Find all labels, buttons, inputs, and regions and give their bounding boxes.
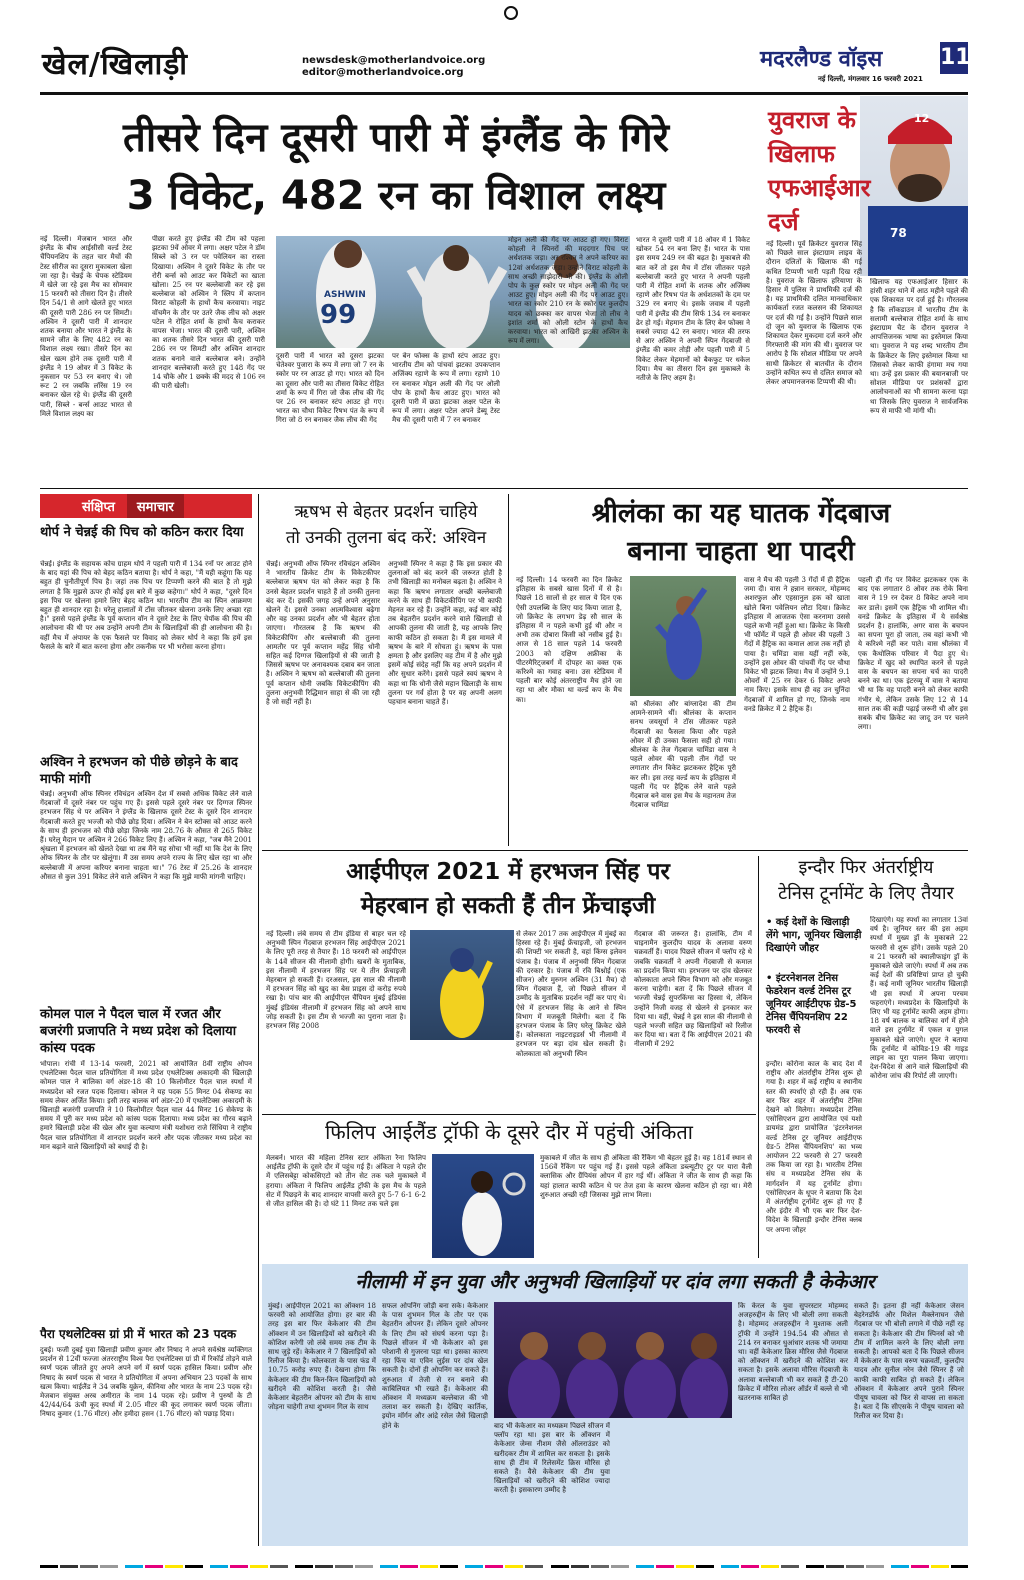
ipl-col-1b bbox=[410, 1044, 514, 1110]
lead-col-4: पर बेन फोक्स के हाथों स्टंप आउट हुए। भारतीय टीम को पांचवां झटका उपकप्तान अजिंक्य रहाणे के रूप में लगा। रहाणे 10 रन बनाकर मोइन अली की गेंद पर ओली पोप के हाथों कैच आउट हुए। भारत को दूसरी पारी में छठा झटका अक्षर पटेल के रूप में लगा। अक्षर पटेल अपने डेब्यू टेस्ट मैच की दूसरी पारी में 7 रन बनाकर bbox=[392, 352, 500, 425]
rishabh-headline-1: ऋषभ से बेहतर प्रदर्शन चाहिये bbox=[294, 502, 478, 522]
kkr-col-2: सफल ओपनिंग जोड़ी बना सके। केकेआर के पास शुभमन गिल के तौर पर एक बेहतरीन ओपनर हैं। लेकिन दूसरे ओपनर के लिए टीम को संघर्ष करना पड़ा है। पिछले सीजन में भी केकेआर को इस परेशानी से गुजरना पड़ा था। इसका कारण रहा फिंच या एविन लुईस पर दांव खेल सकती है। दोनों ही ओपनिंग कर सकते हैं। शुरुआत में तेजी से रन बनाने की काबिलियत भी रखते हैं। केकेआर की ऑक्शन में मध्यक्रम बल्लेबाज की भी तलाश कर सकती है। देखिए कार्तिक, इयोन मॉर्गन और आंद्रे रसेल जैसे खिलाड़ी होने के bbox=[382, 1302, 488, 1430]
lead-col-2: पीछा करते हुए इंग्लैंड की टीम को पहला झटका 9वें ओवर में लगा। अक्षर पटेल ने डॉम सिब्ले को 3 रन पर पवेलियन का रास्ता दिखाया। अश्विन ने दूसरे विकेट के तौर पर रोरी बर्न्स को आउट कर विकेटों का खाता खोला। 25 रन पर बल्लेबाजी कर रहे इस बल्लेबाज को अश्विन ने स्लिप में कप्तान विराट कोहली के हाथों कैच करवाया। नाइट वॉचमैन के तौर पर उतरे जैक लीच को अक्षर पटेल ने रोहित शर्मा के हाथों कैच कराकर वापस भेजा। भारत की दूसरी पारी, अश्विन का शतक तीसरे दिन भारत की दूसरी पारी 286 रन पर सिमटी और अश्विन शानदार शतक बनाने वाले बल्लेबाज बने। उन्होंने शानदार बल्लेबाजी करते हुए 148 गेंद पर 14 चौके और 1 छक्के की मदद से 106 रन की पारी खेली। bbox=[152, 235, 265, 391]
brief-2-body: चेन्नई। अनुभवी ऑफ स्पिनर रविचंद्रन अश्विन देश में सबसे अधिक विकेट लेने वाले गेंदबाजों में दूसरे नंबर पर पहुंच गए हैं। इससे पहले दूसरे नंबर पर दिग्गज स्पिनर हरभजन सिंह थे पर अश्विन ने इंग्लैंड के खिलाफ दूसरे टेस्ट के दूसरे दिन शानदार गेंदबाजी करते हुए भज्जी को पीछे छोड़ दिया। अश्विन ने बेन स्टोक्स को आउट करने के साथ ही हरभजन को पीछे छोड़ा जिनके नाम 28.76 के औसत से 265 विकेट हैं। घरेलू मैदान पर अश्विन ने 266 विकेट लिए हैं। अश्विन ने कहा, "जब मैंने 2001 श्रृंखला में हरभजन को खेलते देखा था तब मैंने यह सोचा भी नहीं था कि देश के लिए ऑफ स्पिनर के तौर पर खेलूंगा। मैं उस समय अपने राज्य के लिए खेल रहा था और बल्लेबाजी में अपना करियर बनाना चाहता था।" 76 टेस्ट में 25.26 के शानदार औसत से कुल 391 विकेट लेने वाले अश्विन ने कहा कि मुझे माफी मांगनी चाहिए। bbox=[40, 790, 252, 881]
yuvraj-headline-4: दर्ज bbox=[768, 208, 799, 236]
email-newsdesk[interactable]: newsdesk@motherlandvoice.org bbox=[302, 55, 486, 66]
kkr-headline: नीलामी में इन युवा और अनुभवी खिलाड़ियों पर दांव लगा सकती है केकेआर bbox=[355, 1271, 875, 1293]
srilanka-col-2: को श्रीलंका और बांग्लादेश की टीम आमने-सामने थीं। श्रीलंका के कप्तान सनथ जयसूर्या ने टॉस जीतकर पहले गेंदबाजी का फैसला किया और पहले ओवर में ही उनका फैसला सही हो गया। श्रीलंका के तेज गेंदबाज चामिंडा वास ने पहले ओवर की पहली तीन गेंदों पर लगातार तीन विकेट झटककर हैट्रिक पूरी कर ली। इस तरह वर्ल्ड कप के इतिहास में पहली गेंद पर हैट्रिक लेने वाले पहले गेंदबाज बने वास इस मैच के महानतम तेज गेंदबाज चामिंडा bbox=[630, 700, 736, 810]
yuvraj-photo bbox=[860, 96, 968, 276]
section-title: खेल/खिलाड़ी bbox=[42, 47, 189, 82]
ipl-col-1: नई दिल्ली। लंबे समय से टीम इंडिया से बाहर चल रहे अनुभवी स्पिन गेंदबाज हरभजन सिंह आईपीएल 2021 के लिए पूरी तरह से तैयार हैं। 18 फरवरी को आईपीएल के 14वें सीजन की नीलामी होगी। खबरों के मुताबिक, इस नीलामी में हरभजन सिंह पर ये तीन फ्रेंचाइजी मेहरबान हो सकती हैं। दरअसल, इस साल की नीलामी में हरभजन सिंह को खुद का बेस प्राइस दो करोड़ रुपये रखा है। पांच बार की आईपीएल चैंपियन मुंबई इंडियंस मुंबई इंडियंस नीलामी में हरभजन सिंह को अपने साथ जोड़ सकती है। इस टीम से भज्जी का पुराना नाता है। हरभजन सिंह 2008 bbox=[266, 930, 406, 1031]
bowler-illustration bbox=[630, 576, 736, 696]
kkr-col-1: मुंबई। आईपीएल 2021 का ऑक्शन 18 फरवरी को आयोजित होगा। हर बार की तरह इस बार फिर केकेआर की टीम ऑक्शन में उन खिलाड़ियों को खरीदने की कोशिश करेगी जो लंबे समय तक टीम के साथ जुड़े रहें। केकेआर ने 7 खिलाड़ियों को रिलीज किया है। कोलकाता के पास फंड में 10.75 करोड़ रुपए हैं। देखना होगा कि केकेआर की टीम किन-किन खिलाड़ियों को खरीदने की कोशिश करती है। जैसे केकेआर बेहतरीन ओपनर को टीम के साथ जोड़ना चाहेगी तथा शुभमन गिल के साथ bbox=[268, 1302, 376, 1412]
srilanka-col-1: नई दिल्ली। 14 फरवरी का दिन क्रिकेट इतिहास के सबसे खास दिनों में से है। पिछले 18 सालों से हर साल ये दिन एक ऐसी उपलब्धि के लिए याद किया जाता है, जो क्रिकेट के लगभग डेढ़ सौ साल के इतिहास में न पहले कभी हुई थी और न अभी तक दोबारा किसी को नसीब हुई है। आज से 18 साल पहले 14 फरवरी 2003 को दक्षिण अफ्रीका के पीटरमैरिट्जबर्ग में दोपहर का वक्त एक करिश्मे का गवाह बना। उस स्टेडियम में पहली बार कोई अंतरराष्ट्रीय मैच होने जा रहा था और मौका था वर्ल्ड कप के मैच का। bbox=[516, 576, 622, 704]
indore-col-2: दिखाएंगे। यह स्पर्धा का लगातार 13वां वर्ष है। जूनियर स्तर की इस अहम स्पर्धा में मुख्य ड्रॉ के मुकाबले 22 फरवरी से शुरू होंगे। उसके पहले 20 व 21 फरवरी को क्वालीफाइंग ड्रॉ के मुकाबले खेले जाएंगे। स्पर्धा में अब तक कई देशों की प्रविष्टियां प्राप्त हो चुकी हैं। कई नामी जूनियर भारतीय खिलाड़ी भी इस स्पर्धा में अपना परचम फहराएंगे। मध्यप्रदेश के खिलाड़ियों के लिए भी यह टूर्नामेंट काफी अहम होगा। 18 वर्ष बालक व बालिका वर्ग में होने वाले इस टूर्नामेंट में एकल व युगल मुकाबले खेले जाएंगे। धूपर ने बताया कि टूर्नामेंट में कोविड-19 की गाइड लाइन का पूरा पालन किया जाएगा। देश-विदेश से आने वाले खिलाड़ियों की कोरोना जांच की रिपोर्ट ली जाएगी। bbox=[870, 916, 968, 1081]
yuvraj-headline-2: खिलाफ bbox=[768, 140, 835, 168]
mid-rule-2 bbox=[262, 850, 968, 851]
yuvraj-col-2: खिलाफ यह एफआईआर हिसार के हांसी शहर थाने में आठ महीने पहले की एक शिकायत पर दर्ज हुई है। गौरतलब है कि लॉकडाउन में भारतीय टीम के सलामी बल्लेबाज रोहित शर्मा के साथ इंस्टाग्राम चैट के दौरान युवराज ने आपत्तिजनक भाषा का इस्तेमाल किया था। युवराज ने यह शब्द भारतीय टीम के क्रिकेटर के लिए इस्तेमाल किया था जिसको लेकर काफी हंगामा मच गया था। उन्हें इस प्रकार की बयानबाजी पर सोशल मीडिया पर प्रशंसकों द्वारा आलोचनाओं का भी सामना करना पड़ा था जिसके लिए युवराज ने सार्वजनिक रूप से माफी भी मांगी थी। bbox=[870, 278, 968, 415]
col-divider bbox=[258, 494, 259, 1546]
jersey-number: 99 bbox=[320, 300, 357, 330]
rishabh-col-1: चेन्नई। अनुभवी ऑफ स्पिनर रविचंद्रन अश्विन ने भारतीय क्रिकेट टीम के विकेटकीपर बल्लेबाज ऋषभ पंत को लेकर कहा है कि उनसे बेहतर प्रदर्शन चाहते हैं तो उनकी तुलना बंद कर दें। इसकी जगह उन्हें अपने अनुसार खेलने दें। इससे उनका आत्मविश्वास बढ़ेगा और वह उनका प्रदर्शन और भी बेहतर होता जाएगा। गौरतलब है कि ऋषभ की विकेटकीपिंग और बल्लेबाजी की तुलना आमतौर पर पूर्व कप्तान महेंद्र सिंह धोनी सहित कई दिग्गज खिलाड़ियों से की जाती है जिससे ऋषभ पर अनावश्यक दबाव बन जाता है। अश्विन ने ऋषभ को बल्लेबाजी की तुलना पूर्व कप्तान धोनी जबकि विकेटकीपिंग की तुलना अनुभवी रिद्धिमान साहा से की जा रही है जो सही नहीं है। bbox=[266, 560, 380, 707]
ipl-col-2: से लेकर 2017 तक आईपीएल में मुंबई का हिस्सा रहे हैं। मुंबई फ्रेंचाइजी, जो हरभजन की शिफ्टी भर सकती है, वहां किंग्स इलेवन पंजाब है। पंजाब में अनुभवी स्पिन गेंदबाज की दरकार है। पंजाब में रवि बिश्नोई (एक सीजन) और मुरुगन अश्विन (31 मैच) दो स्पिन गेंदबाज हैं, जो पिछले सीजन में उम्मीद के मुताबिक प्रदर्शन नहीं कर पाए थे। ऐसे में हरभजन सिंह के आने से स्पिन विभाग में मजबूती मिलेगी। बता दें कि हरभजन पंजाब के लिए घरेलू क्रिकेट खेले हैं। कोलकाता नाइटराइडर्स भी नीलामी में हरभजन पर बड़ा दांव खेल सकती है। कोलकाता को अनुभवी स्पिन bbox=[516, 930, 626, 1058]
indore-bullet-2-text: इंटरनेशनल टेनिस फेडरेशन वर्ल्ड टेनिस टूर जूनियर आईटीएफ ग्रेड-5 टेनिस चैंपियनशिप 22 फरवरी से bbox=[766, 973, 857, 1036]
yuvraj-headline-1: युवराज के bbox=[768, 106, 856, 134]
ankita-col-1: मेलबर्न। भारत की महिला टेनिस स्टार अंकिता रैना फिलिप आईलैंड ट्रॉफी के दूसरे दौर में पहुंच गई हैं। अंकिता ने पहले दौर में एलिसबेट्टा कोकसिएटो को तीन सेट तक चले मुकाबले में हराया। अंकिता ने फिलिप आईलैंड ट्रॉफी के इस मैच के पहले सेट में पिछड़ने के बाद शानदार वापसी करते हुए 5-7 6-1 6-2 से जीत हासिल की है। दो घंटे 11 मिनट तक चले इस bbox=[266, 1154, 426, 1209]
email-editor[interactable]: editor@motherlandvoice.org bbox=[302, 67, 464, 78]
indore-headline-2: टेनिस टूर्नामेंट के लिए तैयार bbox=[778, 883, 954, 904]
shirt-number: 78 bbox=[890, 226, 907, 240]
ipl-headline-2: मेहरबान हो सकती हैं तीन फ्रेंचाइजी bbox=[360, 893, 656, 919]
indore-bullet-1-text: कई देशों के खिलाड़ी लेंगे भाग, जूनियर खिलाड़ी दिखाएंगे जौहर bbox=[766, 917, 862, 954]
srilanka-headline-1: श्रीलंका का यह घातक गेंदबाज bbox=[591, 498, 891, 529]
dateline: नई दिल्ली, मंगलवार 16 फरवरी 2021 bbox=[818, 75, 923, 83]
registration-mark bbox=[504, 6, 518, 20]
ankita-headline: फिलिप आईलैंड ट्रॉफी के दूसरे दौर में पहुंची अंकिता bbox=[325, 1120, 693, 1144]
paper-name: मदरलैण्ड वॉइस bbox=[760, 47, 883, 72]
kkr-col-4: कि केरल के युवा सुपरस्टार मोहम्मद अजहरुद्दीन के लिए भी बोली लगा सकती है। मोहम्मद अजहरुद्दीन ने मुश्ताक अली ट्रॉफी में उन्होंने 194.54 की औसत से 214 रन बनाकर धुआंधार शतक भी जमाया था। वहीं केकेआर क्रिस मौरिस जैसे गेंदबाज को ऑक्शन में खरीदने की कोशिश कर सकता है। इसके अलावा मौरिस गेंदबाजी के अलावा बल्लेबाजी भी कर सकते हैं टी-20 क्रिकेट में मौरिस लोअर ऑर्डर में बल्ले से भी खतरनाक साबित हो bbox=[738, 1302, 848, 1403]
brief-3-body: भोपाल। रांची में 13-14 फरवरी, 2021 को आयोजित 8वीं राष्ट्रीय ओपन एथलेटिक्स पैदल चाल प्रतियोगिता में मध्य प्रदेश एथलेटिक्स अकादमी की खिलाड़ी कोमल पाल ने बालिका वर्ग अंडर-18 की 10 किलोमीटर पैदल चाल स्पर्धा में मध्यप्रदेश को रजत पदक दिलाया। कोमल ने यह पदक 55 मिनट 04 सेकण्ड का समय लेकर अर्जित किया। इसी तरह बालक वर्ग अंडर-20 में एथलेटिक्स अकादमी के खिलाड़ी बजरंगी प्रजापति ने 10 किलोमीटर पैदल चाल 44 मिनट 16 सेकेण्ड के समय में पूरी कर मध्य प्रदेश को कांस्य पदक दिलाया। मध्य प्रदेश का गौरव बढ़ाने हमारे खिलाड़ी प्रदेश की खेल और युवा कल्याण मंत्री यशोधरा राजे सिंधिया ने राष्ट्रीय पैदल चाल प्रतियोगिता में शानदार प्रदर्शन करने और पदक जीतकर मध्य प्रदेश का मान बढ़ाने वाले खिलाड़ियों को बधाई दी है। bbox=[40, 1060, 252, 1151]
brief-3-headline: कोमल पाल ने पैदल चाल में रजत और बजरंगी प्रजापति ने मध्य प्रदेश को दिलाया कांस्य पदक bbox=[40, 1007, 237, 1056]
page-number: 11 bbox=[940, 42, 968, 74]
briefs-label-2: समाचार bbox=[127, 494, 184, 518]
col-divider-2 bbox=[508, 494, 509, 846]
srilanka-col-3: वास ने मैच की पहली 3 गेंदों में ही हैट्रिक जमा दी। वास ने हन्नान सरकार, मोहम्मद अशरफुल और एहसानुल हक को खाता खोले बिना पवेलियन लौटा दिया। क्रिकेट इतिहास में आजतक ऐसा करनामा उससे पहले कभी नहीं हुआ था। क्रिकेट के किसी भी फॉर्मेट में पहले ही ओवर की पहली 3 गेंदों में हैट्रिक का कमाल आज तक नहीं हो पाया है। चमिंडा वास यहीं नहीं रुके, उन्होंने इस ओवर की पांचवीं गेंद पर चौथा विकेट भी झटक लिया। मैच में उन्होंने 9.1 ओवरों में 25 रन देकर 6 विकेट अपने नाम किए। इसके साथ ही वह उन चुनिंदा गेंदबाजों में शामिल हो गए, जिनके नाम वनडे क्रिकेट में 2 हैट्रिक हैं। bbox=[744, 576, 850, 713]
ipl-col-3: गेंदबाज की जरूरत है। हालांकि, टीम में चाइनामैन कुलदीप यादव के अलावा वरुण चक्रवर्ती हैं। यादव पिछले सीजन में फ्लॉप रहे थे जबकि चक्रवर्ती ने अपनी गेंदबाजी से कमाल का प्रदर्शन किया था। हरभजन पर दांव खेलकर कोलकाता अपने स्पिन विभाग को और मजबूत करना चाहेगी। बता दें कि पिछले सीजन में भज्जी चेन्नई सुपरकिंग्स का हिस्सा थे, लेकिन उन्होंने निजी वजह से खेलने से इनकार कर दिया था। वहीं, चेन्नई ने इस साल की नीलामी से पहले भज्जी सहित छह खिलाड़ियों को रिलीज कर दिया था। बता दें कि आईपीएल 2021 की नीलामी में 292 bbox=[634, 930, 752, 1049]
kkr-col-3b bbox=[616, 1422, 732, 1542]
yuvraj-headline-3: एफआईआर bbox=[768, 174, 871, 202]
brief-4-headline: पैरा एथलेटिक्स ग्रां प्री में भारत को 23 पदक bbox=[40, 1327, 237, 1341]
briefs-label-1: संक्षिप्त bbox=[82, 500, 115, 515]
lead-headline-line2: 3 विकेट, 482 रन का विशाल लक्ष्य bbox=[126, 173, 666, 219]
harbhajan-illustration bbox=[410, 930, 514, 1040]
lead-col-5: मोइन अली की गेंद पर आउट हो गए। विराट कोहली ने स्पिनरों की मददगार पिच पर अर्धशतक जड़ा। अर रश्विन ने अपने करियर का 12वां अर्धशतक जड़ा। उन्होंने विराट कोहली के साथ अच्छी साझेदारी भी की। इंग्लैंड के ओली पोप के कुल स्कोर पर मोइन अली की गेंद पर आउट हुए। मोइन अली की गेंद पर आउट हुए। भारत का स्कोर 210 रन के स्कोर पर कुलदीप यादव को छक्का कर वापस भेजा तो लीच ने इशांत शर्मा को ओली स्टोन के हाथों कैच करवाया। भारत को आखिरी झटका अश्विन के रूप में लगा। bbox=[508, 236, 628, 346]
brief-2-headline: अश्विन ने हरभजन को पीछे छोड़ने के बाद माफी मांगी bbox=[40, 755, 238, 787]
briefs-label bbox=[40, 494, 252, 518]
lead-col-3: दूसरी पारी में भारत को दूसरा झटका चेतेश्वर पुजारा के रूप में लगा जो 7 रन के स्कोर पर रन आउट हो गए। भारत को दिन का दूसरा और पारी का तीसरा विकेट रोहित शर्मा के रूप में गिरा जो जैक लीच की गेंद पर 26 रन बनाकर स्टंप आउट हो गए। भारत का चौथा विकेट रिषभ पंत के रूप में गिरा जो 8 रन बनाकर जैक लीच की गेंद bbox=[276, 352, 384, 425]
yuvraj-col-1: नई दिल्ली। पूर्व क्रिकेटर युवराज सिंह को पिछले साल इंस्टाग्राम लाइव के दौरान दलितों के खिलाफ की गई कथित टिप्पणी भारी पड़ती दिख रही है। युवराज के खिलाफ हरियाणा के हिसार में पुलिस ने प्राथमिकी दर्ज की है। यह प्राथमिकी दलित मानवाधिकार कार्यकर्ता रजत कलसन की शिकायत पर दर्ज की गई है। उन्होंने पिछले साल दो जून को युवराज के खिलाफ एक शिकायत देकर मुकदमा दर्ज करने और गिरफ्तारी की मांग की थी। युवराज पर आरोप है कि सोशल मीडिया पर अपने साथी क्रिकेटर से बातचीत के दौरान उन्होंने कथित रूप से दलित समाज को लेकर अपमानजनक टिप्पणी की थी। bbox=[766, 240, 862, 387]
indore-headline-1: इन्दौर फिर अंतर्राष्ट्रीय bbox=[798, 857, 934, 878]
kkr-players-photo bbox=[494, 1302, 732, 1418]
indore-bullet-2 bbox=[766, 972, 862, 1037]
bullet-dot-icon: • bbox=[766, 973, 776, 984]
ankita-col-2: मुकाबले में जीत के साथ ही अंकिता की रैंकिंग भी बेहतर हुई है। वह 181वें स्थान से 156वें रैंकिंग पर पहुंच गई हैं। इससे पहले अंकिता डब्ल्यूटीए टूर पर यारा वैली क्लासिक और ग्रैंपियंस ओपन में हार गई थीं। अंकिता ने जीत के साथ ही कहा कि यहां हालात काफी कठिन थे पर तेज हवा के कारण खेलना कठिन हो रहा था। मेरी शुरुआत अच्छी रही जिसका मुझे लाभ मिला। bbox=[540, 1154, 752, 1199]
mid-rule-3 bbox=[262, 1114, 756, 1115]
srilanka-headline-2: बनाना चाहता था पादरी bbox=[627, 536, 855, 567]
kkr-col-3: बाद भी केकेआर का मध्यक्रम पिछले सीजन में फ्लॉप रहा था। इस बार के ऑक्शन में केकेआर जेम्स नीशम जैसे ऑलराउंडर को खरीदकर टीम में शामिल कर सकता है। इसके साथ ही टीम में रिलेसमेंट क्रिस मौरिस हो सकते हैं। वैसे केकेआर की टीम युवा खिलाड़ियों को खरीदने की कोशिश ज्यादा करती है। इसकारण उम्मीद है bbox=[494, 1422, 610, 1495]
brief-1-headline: थोर्प ने चेन्नई की पिच को कठिन करार दिया bbox=[40, 525, 244, 540]
cap-number: 12 bbox=[914, 112, 930, 125]
ankita-photo bbox=[432, 1154, 534, 1258]
indore-col-1: इन्दौर। कोरोना काल के बाद देश में राष्ट्रीय और अंतर्राष्ट्रीय टेनिस शुरू हो गया है। शहर में कई राष्ट्रीय व स्थानीय स्तर की स्पर्धाएं हो रही हैं। अब एक बार फिर शहर में अंतर्राष्ट्रीय टेनिस देखने को मिलेगा। मध्यप्रदेश टेनिस एसोसिएशन द्वारा आयोजित एवं यशो डायमंड द्वारा प्रायोजित 'इंटरनेशनल वर्ल्ड टेनिस टूर जूनियर आईटीएफ ग्रेड-5 टेनिस चैंपियनशिप' का भव्य आयोजन 22 फरवरी से 27 फरवरी तक किया जा रहा है। भारतीय टेनिस संघ व मध्यप्रदेश टेनिस संघ के मार्गदर्शन में यह टूर्नामेंट होगा। एसोसिएशन के धूपर ने बताया कि देश में अंतर्राष्ट्रीय टूर्नामेंट शुरू हो गए हैं और इंदौर में भी एक बार फिर देश-विदेश के खिलाड़ी इन्दौर टेनिस क्लब पर अपना जौहर bbox=[766, 1060, 862, 1234]
ipl-headline-1: आईपीएल 2021 में हरभजन सिंह पर bbox=[346, 859, 670, 885]
kkr-col-5: सकते हैं। इतना ही नहीं केकेआर जेसन बेहरेनडॉर्फ और मिशेल मैक्लेनाघन जैसे गेंदबाज पर भी बोली लगाने में पीछे नहीं रह सकता है। केकेआर की टीम स्पिनर्स को भी टीम में शामिल करने के लिए बोली लगा सकती है। आपको बता दें कि पिछले सीजन में केकेआर के पास वरुण चक्रवर्ती, कुलदीप यादव और सुनील नरेन जैसे स्पिनर हैं जो काफी काफी साबित हो सकते हैं। लेकिन ऑक्शन में केकेआर अपने पुराने स्पिनर पीयूष चावला को फिर से वापस ला सकता है। बता दें कि सीएसके ने पीयूष चावला को रिलीज कर दिया है। bbox=[854, 1302, 964, 1421]
ankita-illustration bbox=[432, 1154, 534, 1258]
brief-4-body: दुबई। फजी दुबई युवा खिलाड़ी प्रवीण कुमार और निषाद ने अपने सर्वश्रेष्ठ व्यक्तिगत प्रदर्शन से 12वीं फज्जा अंतरराष्ट्रीय विश्व पैरा एथलेटिक्स ग्रां प्री में रिकॉर्ड तोड़ने वाले स्वर्ण पदक जीतते हुए अपने अपने वर्ग में स्वर्ण पदक हासिल किया। प्रवीण और निषाद के स्वर्ण पदक से भारत ने प्रतियोगिता में अपना अभियान 23 पदकों के साथ खत्म किया। थाईलैंड ने 34 जबकि यूक्रेन, कीनिया और भारत के नाम 23 पदक रहे। मेजबान संयुक्त अरब अमीरात के नाम 14 पदक रहे। प्रवीण ने पुरुषों के टी 42/44/64 ऊंची कूद स्पर्धा में 2.05 मीटर की कूद लगाकर स्वर्ण पदक जीता। निषाद कुमार (1.76 मीटर) और हमीदा हसन (1.76 मीटर) को पछाड़ दिया। bbox=[40, 1346, 252, 1419]
mid-rule bbox=[40, 488, 968, 489]
lead-col-1: नई दिल्ली। मेजबान भारत और इंग्लैंड के बीच आईसीसी वर्ल्ड टेस्ट चैंपियनशिप के तहत चार मैचों की टेस्ट सीरीज का दूसरा मुकाबला खेला जा रहा है। चेन्नई के चेपक स्टेडियम में खेले जा रहे इस मैच का सोमवार 15 फरवरी को तीसरा दिन है। तीसरे दिन 54/1 से आगे खेलते हुए भारत की दूसरी पारी 286 रन पर सिमटी। अश्विन ने दूसरी पारी में शानदार शतक बनाया और भारत ने इंग्लैंड के सामने जीत के लिए 482 रन का विशाल लक्ष्य रखा। तीसरे दिन का खेल खत्म होने तक दूसरी पारी में इंग्लैंड ने 19 ओवर में 3 विकेट के नुकसान पर 53 रन बनाए थे। जो रूट 2 रन जबकि लॉरेंस 19 रन बनाकर खेल रहे थे। इंग्लैंड की दूसरी पारी, सिब्ले - बर्न्स आउट भारत से मिले विशाल लक्ष्य का bbox=[40, 235, 132, 418]
srilanka-col-4: पहली ही गेंद पर विकेट झटककर एक के बाद एक लगातार 8 ओवर तक रोके बिना वास ने 19 रन देकर 8 विकेट अपने नाम कर डाले। इसमें एक हैट्रिक भी शामिल थी। वनडे क्रिकेट के इतिहास में ये सर्वश्रेष्ठ प्रदर्शन है। हालांकि, अगर वास के बचपन का सपना पूरा हो जाता, तब वहां कभी भी ये करिश्मे नहीं कर पाते। वास श्रीलंका में एक कैथोलिक परिवार में पैदा हुए थे। क्रिकेट में खुद को स्थापित करने से पहले वास के बचपन का सपना चर्च का पादरी बनने का था। एक इंटरव्यू में वास ने बताया भी था कि वह पादरी बनने को लेकर काफी गंभीर थे, लेकिन उसके लिए 12 से 14 साल तक की कड़ी पढ़ाई जरूरी थी और इस सबके बीच क्रिकेट का जादू उन पर चलने लगा। bbox=[858, 576, 968, 732]
harbhajan-photo bbox=[410, 930, 514, 1040]
page-header bbox=[0, 0, 1024, 100]
lead-headline-line1: तीसरे दिन दूसरी पारी में इंग्लैंड के गिरे bbox=[123, 115, 669, 161]
bullet-dot-icon: • bbox=[766, 917, 776, 928]
lead-col-6: भारत ने दूसरी पारी में 18 ओवर में 1 विकेट खोकर 54 रन बना लिए हैं। भारत के पास इस समय 249 रन की बढ़त है। मुकाबले की बात करें तो इस मैच में टॉस जीतकर पहले बल्लेबाजी करते हुए भारत ने अपनी पहली पारी में रोहित शर्मा के शतक और अजिंक्य रहाणे और रिषभ पंत के अर्धशतकों के दम पर 329 रन बनाए थे। इसके जवाब में पहली पारी में इंग्लैंड की टीम सिर्फ 134 रन बनाकर ढेर हो गई। मेहमान टीम के लिए बेन फोक्स ने सबसे ज्यादा 42 रन बनाए। भारत की तरफ से आर अश्विन ने अपनी स्पिन गेंदबाजी से इंग्लैंड की कमर तोड़ी और पहली पारी में 5 विकेट लेकर मेहमानों को बैकफुट पर धकेल दिया। मैच का तीसरा दिन इस मुकाबले के नतीजे के लिए अहम है। bbox=[636, 236, 750, 383]
jersey-name: ASHWIN bbox=[324, 290, 366, 300]
indore-bullet-1 bbox=[766, 916, 862, 955]
col-divider-3 bbox=[758, 856, 759, 1258]
brief-1-body: चेन्नई। इंग्लैंड के सहायक कोच ग्राहम थोर्प ने पहली पारी में 134 रनों पर आउट होने के बाद यहां की पिच को बेहद कठिन बताया है। थोर्प ने कहा, "मैं यही कहूंगा कि यह बहुत ही चुनौतीपूर्ण पिच है। जहां तक पिच पर टिप्पणी करने की बात है तो मुझे लगता है कि मुझसे ऊपर ही कोई इस बारे में कुछ कहेगा।" थोर्प ने कहा, "दूसरे दिन इस पिच पर खेलना हमारे लिए बेहद कठिन था। भारतीय टीम का स्पिन आक्रमण बहुत ही शानदार रहा है। घरेलू हालातों में टॉस जीतकर खेलना उनके लिए अच्छा रहा है।" इससे पहले इंग्लैंड के पूर्व कप्तान वॉन ने दूसरे टेस्ट के लिए चेपॉक की पिच की आलोचना की थी पर अब उन्होंने अपनी टीम के खिलाड़ियों की ही आलोचना की है। वहीं मैच में अंपायर के एक फैसले पर विवाद को लेकर थोर्प ने कहा कि हमें इस फैसले के बारे में बात करना होगा और तकनीक पर भी भरोसा करना होगा। bbox=[40, 560, 252, 651]
rishabh-col-2: अनुभवी स्पिनर ने कहा है कि इस प्रकार की तुलनाओं को बंद करने की जरूरत होती है तभी खिलाड़ी का मनोबल बढ़ता है। अश्विन ने कहा कि ऋषभ लगातार अच्छी बल्लेबाजी करने के साथ ही विकेटकीपिंग पर भी काफी मेहनत कर रहे हैं। उन्होंने कहा, कई बार कोई तब बेहतरीन प्रदर्शन करने वाले खिलाड़ी से आपकी तुलना की जाती है, यह आपके लिए काफी कठिन हो सकता है। मैं इस मामले में ऋषभ के बारे में सोचता हूं। ऋषभ के पास क्षमता है और इसलिए वह टीम में है और मुझे इसमें कोई संदेह नहीं कि वह अपने प्रदर्शन में और सुधार करेंगे। इससे पहले स्वयं ऋषभ ने कहा था कि धोनी जैसे महान खिलाड़ी के साथ तुलना पर गर्व होता है पर वह अपनी अलग पहचान बनाना चाहते हैं। bbox=[388, 560, 502, 707]
header-rule bbox=[40, 92, 968, 95]
color-calibration-strip bbox=[40, 1558, 968, 1568]
rishabh-headline-2: तो उनकी तुलना बंद करें: अश्विन bbox=[285, 528, 487, 548]
kkr-players-illustration bbox=[494, 1302, 732, 1418]
bowler-photo bbox=[630, 576, 736, 696]
